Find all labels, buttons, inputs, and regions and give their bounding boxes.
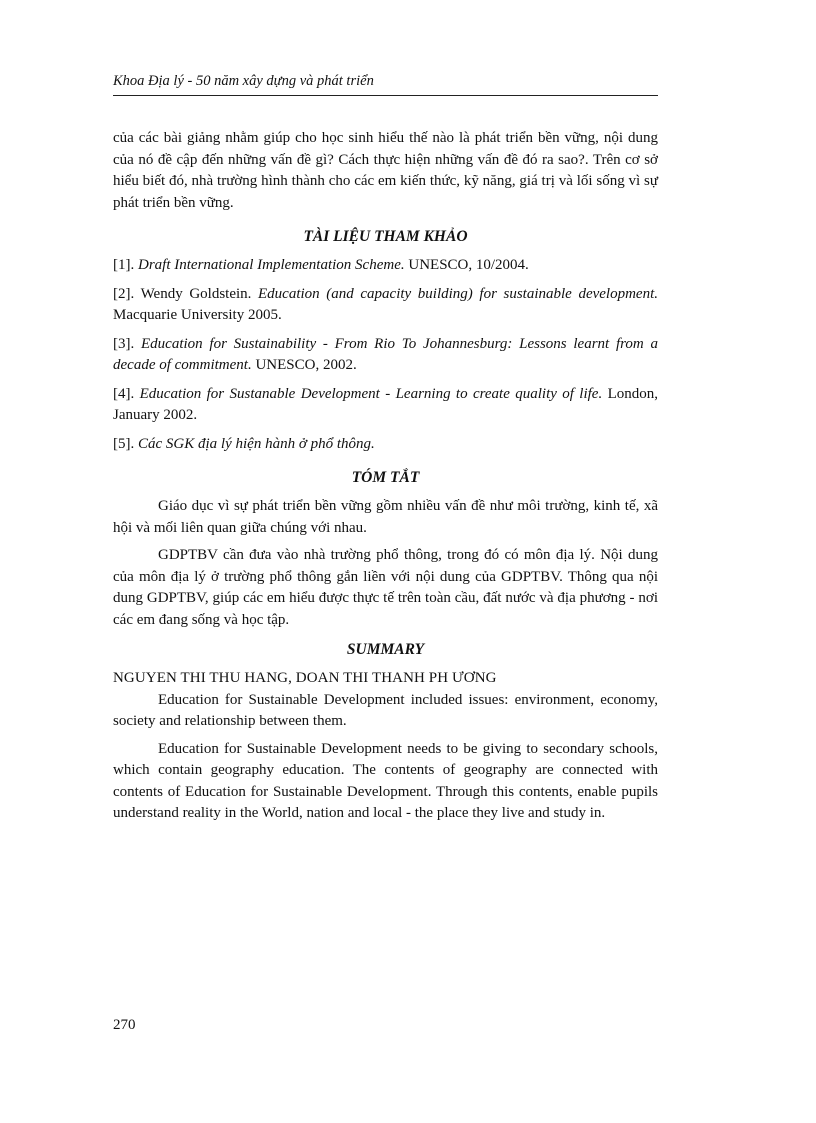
running-header: Khoa Địa lý - 50 năm xây dựng và phát triển <box>113 73 658 96</box>
en-summary-heading: SUMMARY <box>346 641 425 658</box>
reference-number: [5]. <box>113 435 135 452</box>
vn-summary-paragraph-1: Giáo dục vì sự phát triển bền vững gồm nhiều vấn đề như môi trường, kinh tế, xã hội và mối liên quan giữa chúng với nhau. <box>113 498 658 536</box>
reference-title: Education for Sustanable Development - Learning to create quality of life. <box>139 385 603 402</box>
reference-number: [2]. <box>113 285 135 302</box>
reference-publisher: London, January 2002. <box>113 385 659 423</box>
en-summary-section <box>113 639 658 825</box>
vn-summary-heading: TÓM TẮT <box>351 469 420 486</box>
reference-number: [1]. <box>113 257 135 273</box>
reference-number: [3]. <box>113 335 135 352</box>
reference-title: Education (and capacity building) for sustainable development. <box>258 285 658 302</box>
reference-item-5 <box>113 434 658 456</box>
reference-item-2 <box>113 284 658 327</box>
en-summary-paragraph-2: Education for Sustainable Development needs to be giving to secondary schools, which contain geography education. The contents of geography are connected with contents of Education for Sustainable Development. Through this contents, enable pupils understand reality in the World, nation and local - the place they live and study in. <box>113 740 658 821</box>
en-summary-paragraph-1: Education for Sustainable Development included issues: environment, economy, society and relationship between them. <box>113 691 658 729</box>
page-number: 270 <box>113 1017 136 1033</box>
vn-summary-paragraph-2: GDPTBV cần đưa vào nhà trường phổ thông, trong đó có môn địa lý. Nội dung của môn địa lý ở trường phổ thông gắn liền với nội dung của GDPTBV. Thông qua nội dung GDPTBV, giúp các em hiểu được thực tế trên toàn cầu, đất nước và địa phương - nơi các em đang sống và học tập. <box>113 547 658 628</box>
reference-item-4 <box>113 384 658 427</box>
reference-item-1 <box>113 255 658 277</box>
references-heading: TÀI LIỆU THAM KHẢO <box>303 228 468 245</box>
reference-title: Education for Sustainability - From Rio To Johannesburg: Lessons learnt from a decade of commitment. <box>113 335 658 373</box>
reference-item-3 <box>113 334 658 377</box>
reference-author: Wendy Goldstein. <box>140 285 252 302</box>
reference-title: Draft International Implementation Scheme. <box>138 257 405 273</box>
reference-number: [4]. <box>113 385 135 402</box>
reference-title: Các SGK địa lý hiện hành ở phổ thông. <box>138 435 375 452</box>
page-body <box>113 128 658 831</box>
reference-publisher: Macquarie University 2005. <box>113 307 282 323</box>
reference-publisher: UNESCO, 2002. <box>255 357 357 373</box>
intro-paragraph: của các bài giảng nhằm giúp cho học sinh hiểu thế nào là phát triển bền vững, nội dung của nó đề cập đến những vấn đề gì? Cách thực hiện những vấn đề đó ra sao?. Trên cơ sở hiểu biết đó, nhà trường hình thành cho các em kiến thức, kỹ năng, giá trị và lối sống vì sự phát triển bền vững. <box>113 130 658 211</box>
summary-authors: NGUYEN THI THU HANG, DOAN THI THANH PH ƯƠNG <box>113 670 497 686</box>
reference-publisher: UNESCO, 10/2004. <box>408 257 529 273</box>
